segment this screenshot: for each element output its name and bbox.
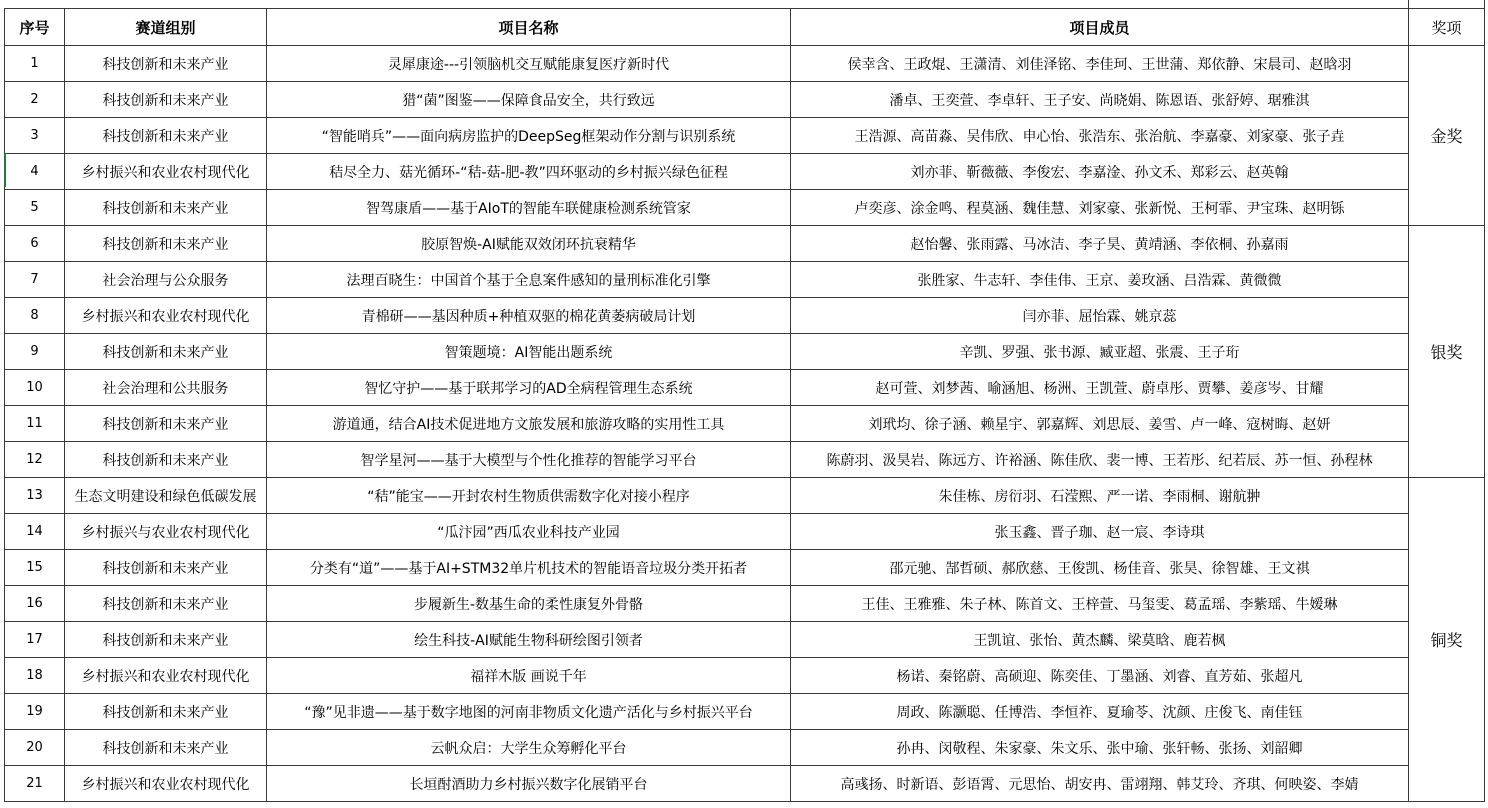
active-cell-marker — [4, 153, 6, 187]
members-cell[interactable]: 张胜家、牛志轩、李佳伟、王京、姜玫涵、吕浩霖、黄微微 — [791, 262, 1409, 298]
seq-cell[interactable]: 5 — [5, 190, 65, 226]
table-row — [5, 154, 1485, 190]
members-cell[interactable]: 王佳、王雅雅、朱子林、陈首文、王梓萱、马玺雯、葛孟瑶、李紫瑶、牛嫒琳 — [791, 586, 1409, 622]
track-cell[interactable]: 乡村振兴和农业农村现代化 — [65, 766, 267, 802]
track-cell[interactable]: 科技创新和未来产业 — [65, 406, 267, 442]
project-name-cell[interactable]: 智忆守护——基于联邦学习的AD全病程管理生态系统 — [267, 370, 791, 406]
seq-cell[interactable]: 3 — [5, 118, 65, 154]
header-project[interactable]: 项目名称 — [267, 9, 791, 46]
table-row — [5, 478, 1485, 514]
project-name-cell[interactable]: 分类有“道”——基于AI+STM32单片机技术的智能语音垃圾分类开拓者 — [267, 550, 791, 586]
table-row — [5, 118, 1485, 154]
track-cell[interactable]: 科技创新和未来产业 — [65, 46, 267, 82]
table-row — [5, 442, 1485, 478]
seq-cell[interactable]: 19 — [5, 694, 65, 730]
track-cell[interactable]: 生态文明建设和绿色低碳发展 — [65, 478, 267, 514]
members-cell[interactable]: 高彧扬、时新语、彭语霄、元思怡、胡安冉、雷翊翔、韩艾玲、齐琪、何映姿、李婧 — [791, 766, 1409, 802]
award-cell[interactable]: 银奖 — [1409, 226, 1485, 478]
seq-cell[interactable]: 21 — [5, 766, 65, 802]
track-cell[interactable]: 科技创新和未来产业 — [65, 118, 267, 154]
project-name-cell[interactable]: 胶原智焕-AI赋能双效闭环抗衰精华 — [267, 226, 791, 262]
seq-cell[interactable]: 8 — [5, 298, 65, 334]
table-row — [5, 226, 1485, 262]
track-cell[interactable]: 科技创新和未来产业 — [65, 190, 267, 226]
project-name-cell[interactable]: 游道通，结合AI技术促进地方文旅发展和旅游攻略的实用性工具 — [267, 406, 791, 442]
header-award[interactable]: 奖项 — [1409, 9, 1485, 46]
track-cell[interactable]: 科技创新和未来产业 — [65, 334, 267, 370]
track-cell[interactable]: 科技创新和未来产业 — [65, 550, 267, 586]
table-row — [5, 658, 1485, 694]
track-cell[interactable]: 乡村振兴和农业农村现代化 — [65, 658, 267, 694]
seq-cell[interactable]: 4 — [5, 154, 65, 190]
track-cell[interactable]: 社会治理与公众服务 — [65, 262, 267, 298]
track-cell[interactable]: 科技创新和未来产业 — [65, 82, 267, 118]
table-row — [5, 766, 1485, 802]
project-name-cell[interactable]: 绘生科技-AI赋能生物科研绘图引领者 — [267, 622, 791, 658]
project-name-cell[interactable]: 云帆众启：大学生众筹孵化平台 — [267, 730, 791, 766]
track-cell[interactable]: 社会治理和公共服务 — [65, 370, 267, 406]
members-cell[interactable]: 王凯谊、张怡、黄杰麟、梁莫晗、鹿若枫 — [791, 622, 1409, 658]
members-cell[interactable]: 卢奕彦、涂金鸣、程莫涵、魏佳慧、刘家豪、张新悦、王柯霏、尹宝珠、赵明铄 — [791, 190, 1409, 226]
header-track[interactable]: 赛道组别 — [65, 9, 267, 46]
members-cell[interactable]: 赵可萱、刘梦茜、喻涵旭、杨洲、王凯萱、蔚卓彤、贾攀、姜彦岑、甘耀 — [791, 370, 1409, 406]
track-cell[interactable]: 乡村振兴与农业农村现代化 — [65, 514, 267, 550]
top-gridlines — [4, 0, 1488, 8]
track-cell[interactable]: 科技创新和未来产业 — [65, 730, 267, 766]
seq-cell[interactable]: 18 — [5, 658, 65, 694]
members-cell[interactable]: 赵怡馨、张雨露、马冰洁、李子昊、黄靖涵、李依桐、孙嘉雨 — [791, 226, 1409, 262]
project-name-cell[interactable]: 步履新生-数基生命的柔性康复外骨骼 — [267, 586, 791, 622]
track-cell[interactable]: 科技创新和未来产业 — [65, 226, 267, 262]
members-cell[interactable]: 王浩源、高苗淼、吴伟欣、申心怡、张浩东、张治航、李嘉豪、刘家豪、张子垚 — [791, 118, 1409, 154]
seq-cell[interactable]: 13 — [5, 478, 65, 514]
project-name-cell[interactable]: 秸尽全力、菇光循环-“秸-菇-肥-教”四环驱动的乡村振兴绿色征程 — [267, 154, 791, 190]
table-row — [5, 694, 1485, 730]
table-body — [5, 46, 1485, 802]
header-seq[interactable]: 序号 — [5, 9, 65, 46]
table-row — [5, 622, 1485, 658]
award-cell[interactable]: 金奖 — [1409, 46, 1485, 226]
project-name-cell[interactable]: 智驾康盾——基于AIoT的智能车联健康检测系统管家 — [267, 190, 791, 226]
table-row — [5, 82, 1485, 118]
members-cell[interactable]: 刘亦菲、靳薇薇、李俊宏、李嘉淦、孙文禾、郑彩云、赵英翰 — [791, 154, 1409, 190]
members-cell[interactable]: 陈蔚羽、汲昊岩、陈远方、许裕涵、陈佳欣、裴一博、王若彤、纪若辰、苏一恒、孙程林 — [791, 442, 1409, 478]
project-name-cell[interactable]: “秸”能宝——开封农村生物质供需数字化对接小程序 — [267, 478, 791, 514]
track-cell[interactable]: 科技创新和未来产业 — [65, 586, 267, 622]
table-row — [5, 298, 1485, 334]
members-cell[interactable]: 张玉鑫、晋子珈、赵一宸、李诗琪 — [791, 514, 1409, 550]
project-name-cell[interactable]: 智策题境：AI智能出题系统 — [267, 334, 791, 370]
seq-cell[interactable]: 11 — [5, 406, 65, 442]
table-row — [5, 370, 1485, 406]
members-cell[interactable]: 辛凯、罗强、张书源、臧亚超、张震、王子珩 — [791, 334, 1409, 370]
header-row — [5, 9, 1485, 46]
header-members[interactable]: 项目成员 — [791, 9, 1409, 46]
seq-cell[interactable]: 17 — [5, 622, 65, 658]
project-name-cell[interactable]: “瓜汴园”西瓜农业科技产业园 — [267, 514, 791, 550]
track-cell[interactable]: 科技创新和未来产业 — [65, 694, 267, 730]
seq-cell[interactable]: 14 — [5, 514, 65, 550]
award-cell[interactable]: 铜奖 — [1409, 478, 1485, 802]
members-cell[interactable]: 杨诺、秦铭蔚、高硕迎、陈奕佳、丁墨涵、刘睿、直芳茹、张超凡 — [791, 658, 1409, 694]
seq-cell[interactable]: 16 — [5, 586, 65, 622]
members-cell[interactable]: 侯幸含、王政焜、王潇清、刘佳泽铭、李佳珂、王世蒲、郑依静、宋晨司、赵晗羽 — [791, 46, 1409, 82]
members-cell[interactable]: 潘卓、王奕萱、李卓轩、王子安、尚晓娟、陈恩语、张舒婷、琚雅淇 — [791, 82, 1409, 118]
seq-cell[interactable]: 2 — [5, 82, 65, 118]
seq-cell[interactable]: 10 — [5, 370, 65, 406]
project-name-cell[interactable]: 青棉研——基因种质+种植双驱的棉花黄萎病破局计划 — [267, 298, 791, 334]
members-cell[interactable]: 周政、陈灏聪、任博浩、李恒祚、夏瑜苓、沈颜、庄俊飞、南佳钰 — [791, 694, 1409, 730]
project-name-cell[interactable]: 福祥木版 画说千年 — [267, 658, 791, 694]
seq-cell[interactable]: 12 — [5, 442, 65, 478]
table-row — [5, 514, 1485, 550]
project-name-cell[interactable]: 长垣酎酒助力乡村振兴数字化展销平台 — [267, 766, 791, 802]
table-row — [5, 262, 1485, 298]
members-cell[interactable]: 刘玳均、徐子涵、赖星宇、郭嘉辉、刘思辰、姜雪、卢一峰、寇树晦、赵妍 — [791, 406, 1409, 442]
track-cell[interactable]: 乡村振兴和农业农村现代化 — [65, 154, 267, 190]
table-row — [5, 334, 1485, 370]
table-row — [5, 550, 1485, 586]
seq-cell[interactable]: 20 — [5, 730, 65, 766]
awards-table — [4, 8, 1485, 802]
seq-cell[interactable]: 15 — [5, 550, 65, 586]
project-name-cell[interactable]: 智学星河——基于大模型与个性化推荐的智能学习平台 — [267, 442, 791, 478]
track-cell[interactable]: 科技创新和未来产业 — [65, 622, 267, 658]
members-cell[interactable]: 孙冉、闵敬程、朱家豪、朱文乐、张中瑜、张轩畅、张扬、刘韶卿 — [791, 730, 1409, 766]
seq-cell[interactable]: 7 — [5, 262, 65, 298]
seq-cell[interactable]: 9 — [5, 334, 65, 370]
members-cell[interactable]: 闫亦菲、屈怡霖、姚京蕊 — [791, 298, 1409, 334]
table-row — [5, 406, 1485, 442]
track-cell[interactable]: 乡村振兴和农业农村现代化 — [65, 298, 267, 334]
project-name-cell[interactable]: 灵犀康途---引领脑机交互赋能康复医疗新时代 — [267, 46, 791, 82]
table-row — [5, 586, 1485, 622]
project-name-cell[interactable]: 法理百晓生：中国首个基于全息案件感知的量刑标准化引擎 — [267, 262, 791, 298]
table-row — [5, 730, 1485, 766]
project-name-cell[interactable]: “智能哨兵”——面向病房监护的DeepSeg框架动作分割与识别系统 — [267, 118, 791, 154]
members-cell[interactable]: 邵元驰、郜哲硕、郝欣慈、王俊凯、杨佳音、张昊、徐智雄、王文祺 — [791, 550, 1409, 586]
project-name-cell[interactable]: “豫”见非遗——基于数字地图的河南非物质文化遗产活化与乡村振兴平台 — [267, 694, 791, 730]
table-row — [5, 46, 1485, 82]
project-name-cell[interactable]: 猎“菌”图鉴——保障食品安全，共行致远 — [267, 82, 791, 118]
members-cell[interactable]: 朱佳栋、房衍羽、石滢熙、严一诺、李雨桐、谢航翀 — [791, 478, 1409, 514]
table-row — [5, 190, 1485, 226]
seq-cell[interactable]: 1 — [5, 46, 65, 82]
seq-cell[interactable]: 6 — [5, 226, 65, 262]
track-cell[interactable]: 科技创新和未来产业 — [65, 442, 267, 478]
